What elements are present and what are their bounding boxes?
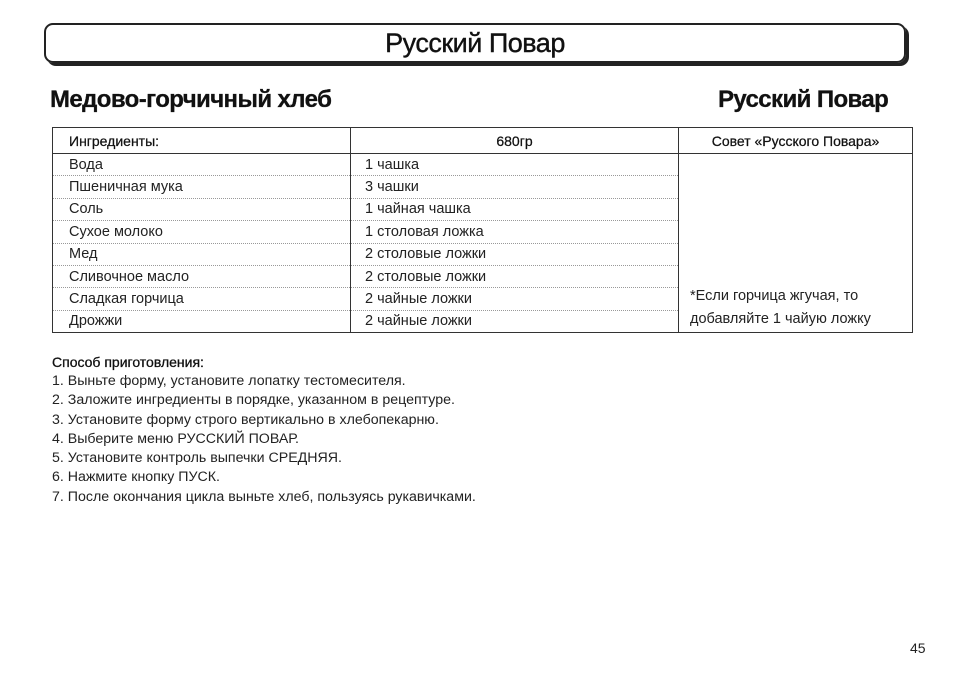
table-header-row — [53, 128, 913, 154]
method-step: 6. Нажмите кнопку ПУСК. — [52, 469, 220, 486]
page-number: 45 — [910, 640, 926, 656]
ingredient-name: Соль — [53, 198, 351, 220]
header-ingredients: Ингредиенты: — [53, 128, 351, 154]
section-title: Русский Повар — [718, 86, 889, 113]
ingredient-qty: 2 столовые ложки — [351, 243, 679, 265]
ingredient-qty: 1 столовая ложка — [351, 221, 679, 243]
tip-cell — [679, 154, 913, 333]
ingredient-qty: 3 чашки — [351, 176, 679, 198]
banner-title: Русский Повар — [385, 27, 565, 58]
ingredient-name: Дрожжи — [53, 310, 351, 332]
method-step: 5. Установите контроль выпечки СРЕДНЯЯ. — [52, 450, 342, 467]
ingredient-name: Вода — [53, 154, 351, 176]
ingredient-qty: 2 столовые ложки — [351, 265, 679, 287]
ingredient-name: Сухое молоко — [53, 221, 351, 243]
ingredient-qty: 2 чайные ложки — [351, 288, 679, 310]
method-step: 2. Заложите ингредиенты в порядке, указанном в рецептуре. — [52, 392, 455, 409]
method-steps-list — [52, 372, 476, 507]
header-weight: 680гр — [351, 128, 679, 154]
tip-line: *Если горчица жгучая, то — [690, 288, 859, 305]
method-step: 4. Выберите меню РУССКИЙ ПОВАР. — [52, 430, 300, 447]
ingredient-qty: 2 чайные ложки — [351, 310, 679, 332]
ingredient-name: Сливочное масло — [53, 265, 351, 287]
table-row — [53, 154, 913, 176]
ingredient-name: Пшеничная мука — [53, 176, 351, 198]
header-tip: Совет «Русского Повара» — [679, 128, 913, 154]
method-step: 7. После окончания цикла выньте хлеб, пользуясь рукавичками. — [52, 488, 476, 505]
ingredients-table — [52, 127, 913, 333]
tip-line: добавляйте 1 чайую ложку — [690, 310, 871, 327]
method-heading: Способ приготовления: — [52, 354, 204, 370]
ingredient-name: Мед — [53, 243, 351, 265]
method-step: 3. Установите форму строго вертикально в хлебопекарню. — [52, 411, 439, 428]
header-banner — [44, 23, 906, 63]
ingredient-name: Сладкая горчица — [53, 288, 351, 310]
method-step: 1. Выньте форму, установите лопатку тестомесителя. — [52, 373, 406, 389]
ingredient-qty: 1 чайная чашка — [351, 198, 679, 220]
ingredient-qty: 1 чашка — [351, 154, 679, 176]
recipe-title: Медово-горчичный хлеб — [50, 86, 332, 113]
